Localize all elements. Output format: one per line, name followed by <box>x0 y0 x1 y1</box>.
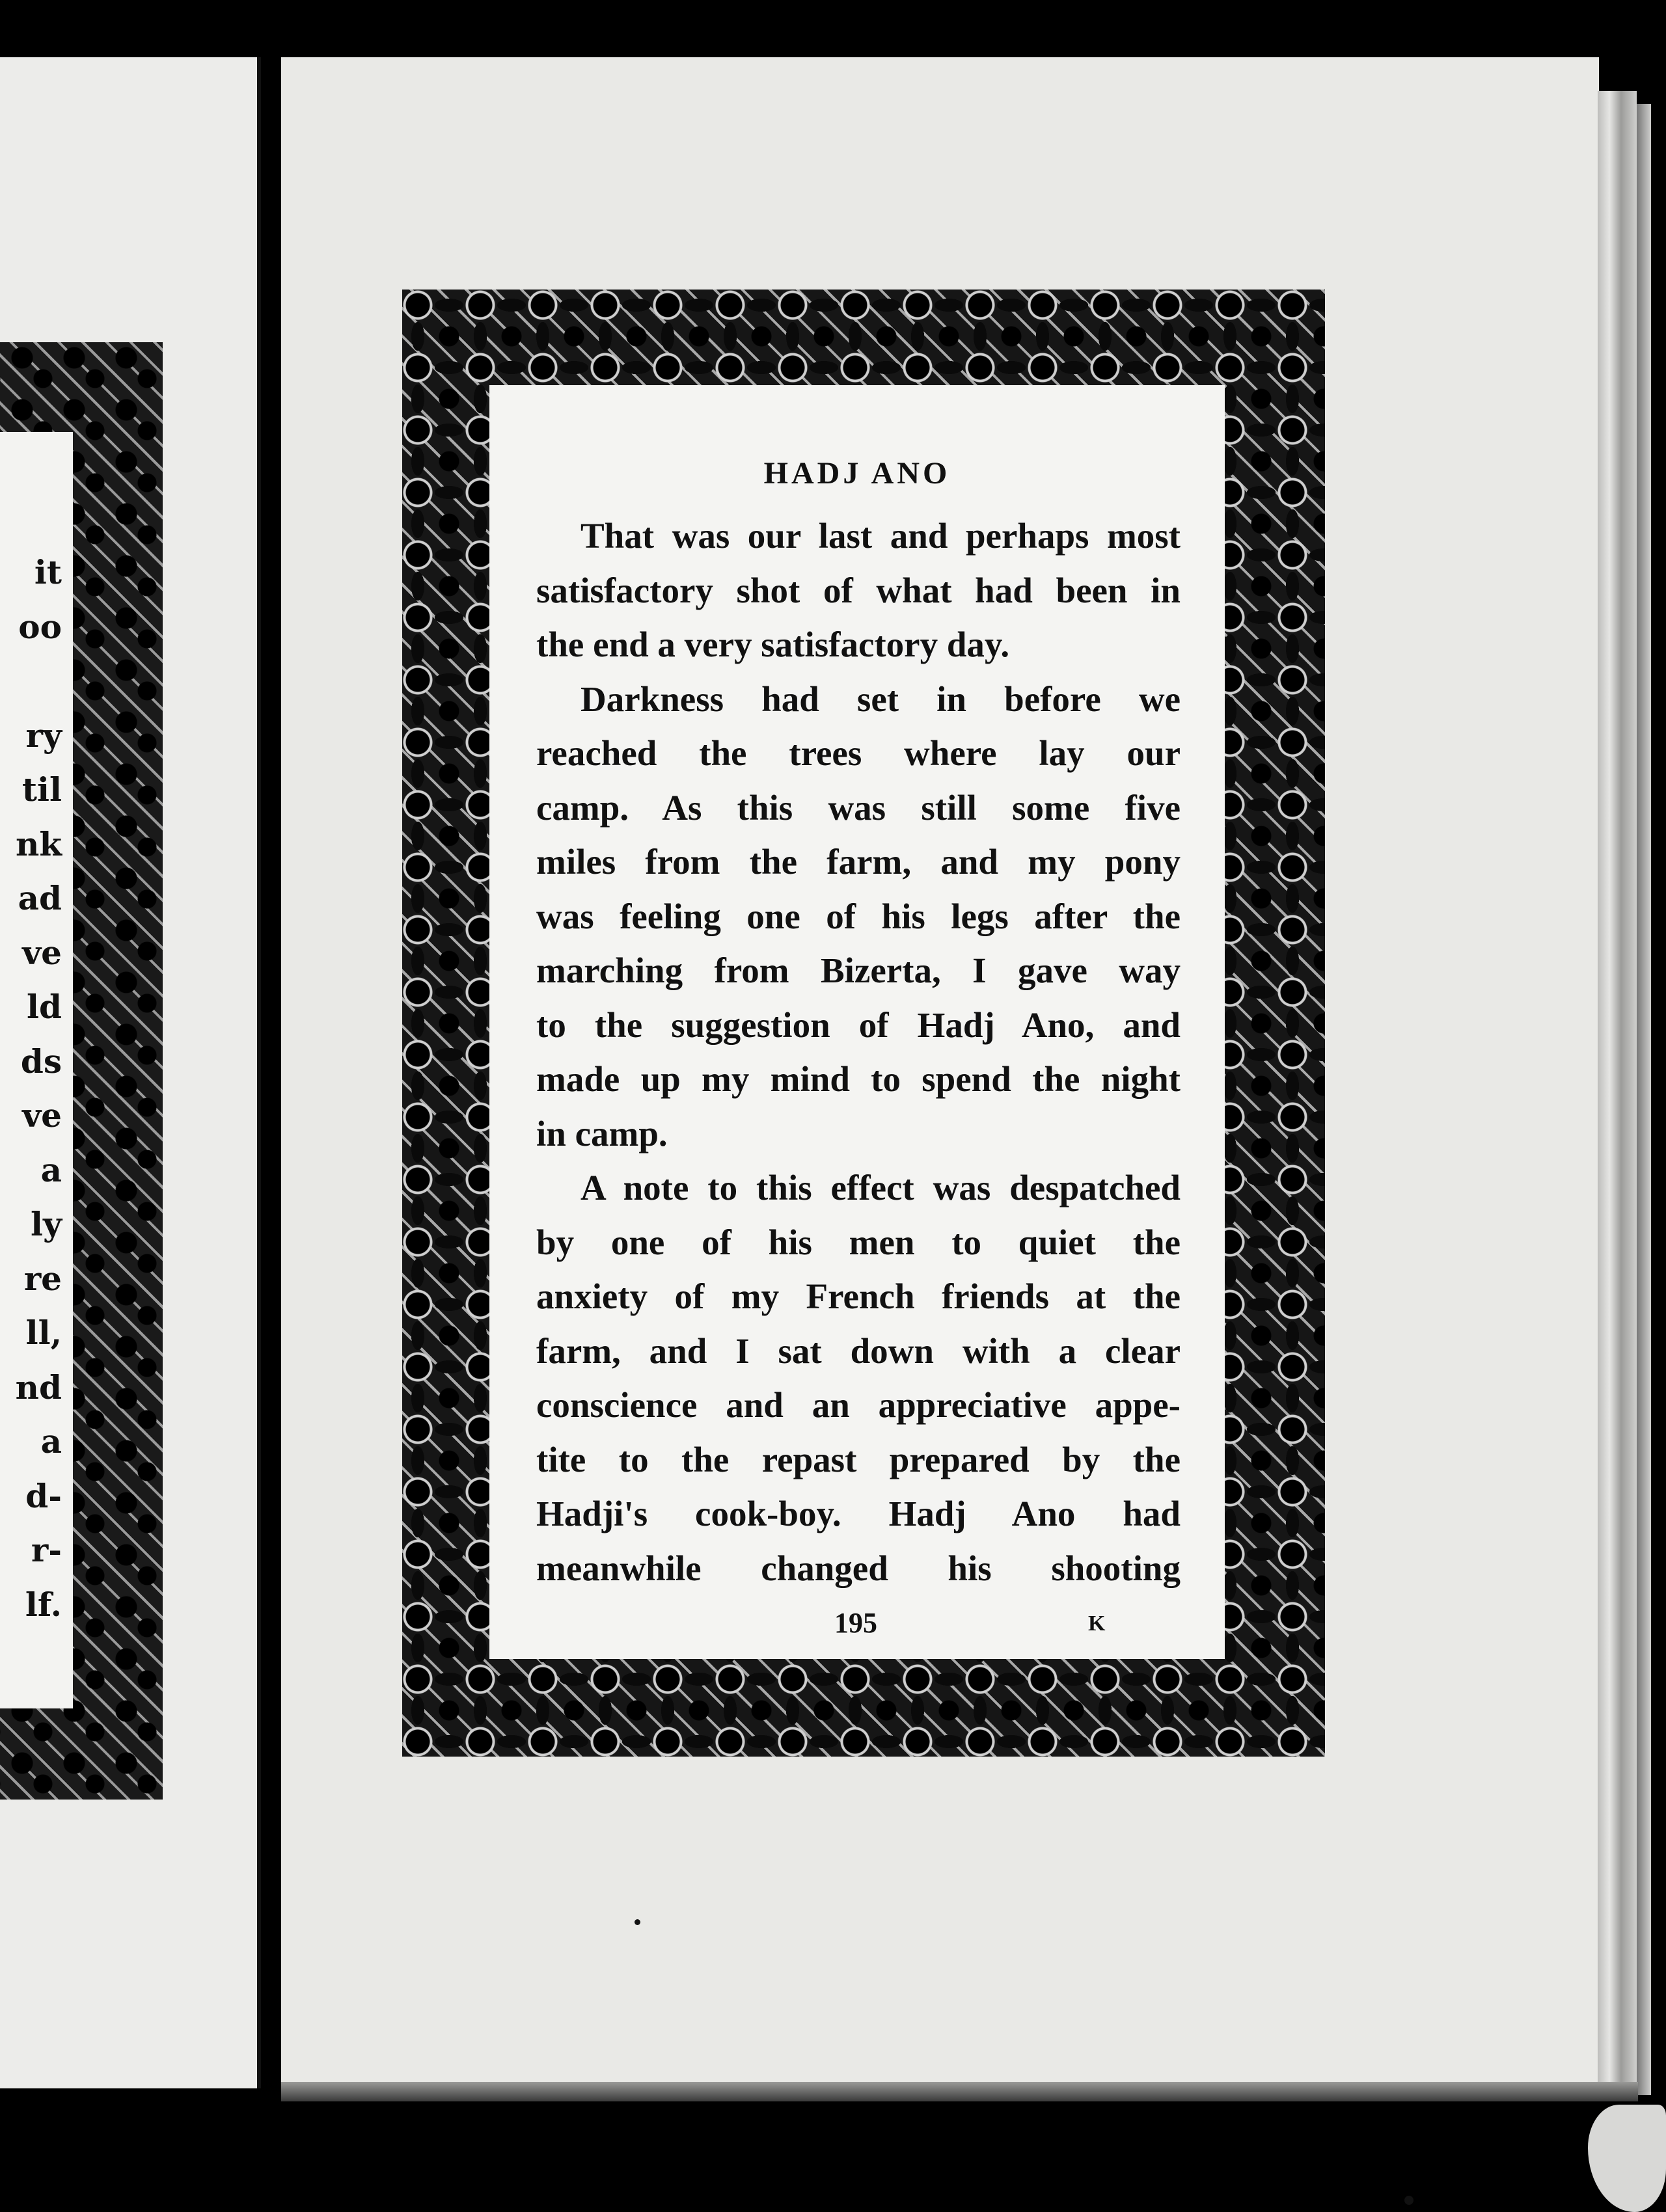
text-line: tite to the repast prepared by the <box>536 1439 1181 1479</box>
text-line: in camp. <box>536 1113 668 1153</box>
text-line: camp. As this was still some five <box>536 787 1181 828</box>
text-line: farm, and I sat down with a clear <box>536 1330 1181 1371</box>
text-line: Darkness had set in before we <box>580 679 1181 719</box>
page-edge <box>1598 91 1637 2101</box>
text-line: the end a very satisfactory day. <box>536 625 1010 664</box>
fragment-line: oo <box>18 607 62 646</box>
fragment-line: ll, <box>25 1314 62 1352</box>
text-line: by one of his men to quiet the <box>536 1222 1181 1262</box>
fragment-line: it <box>34 553 62 591</box>
text-line: conscience and an appreciative appe- <box>536 1385 1181 1425</box>
fragment-line: til <box>21 770 62 809</box>
text-line: marching from Bizerta, I gave way <box>536 951 1181 990</box>
paragraph <box>536 672 1181 1161</box>
paper-tear <box>1588 2105 1666 2212</box>
fragment-line: nd <box>15 1368 62 1407</box>
body-text <box>536 509 1181 1595</box>
fragment-line: re <box>23 1259 62 1298</box>
page-bottom-shadow <box>281 2082 1638 2101</box>
page-edge-shadow <box>1637 104 1651 2095</box>
fragment-line <box>0 654 62 708</box>
page-title: HADJ ANO <box>763 456 951 491</box>
text-line: anxiety of my French friends at the <box>536 1276 1181 1316</box>
fragment-line: lf. <box>25 1585 62 1624</box>
text-line: Hadji's cook-boy. Hadj Ano had <box>536 1494 1181 1533</box>
fragment-line: ve <box>22 933 62 972</box>
fragment-line: d- <box>25 1476 62 1515</box>
dust-speck <box>635 1919 640 1925</box>
fragment-line: ry <box>25 716 62 755</box>
text-line: A note to this effect was despatched <box>580 1168 1181 1207</box>
text-line: miles from the farm, and my pony <box>536 842 1181 882</box>
fragment-line: a <box>40 1422 62 1461</box>
signature-mark: K <box>1088 1612 1106 1636</box>
fragment-line: r- <box>31 1531 62 1569</box>
page-number: 195 <box>834 1607 877 1639</box>
fragment-line: ly <box>30 1205 62 1243</box>
fragment-line: a <box>40 1150 62 1189</box>
text-line: satisfactory shot of what had been in <box>536 570 1181 610</box>
fragment-line: ld <box>27 988 62 1026</box>
text-line: was feeling one of his legs after the <box>536 896 1181 936</box>
text-line: That was our last and perhaps most <box>580 516 1181 556</box>
text-line: to the suggestion of Hadj Ano, and <box>536 1005 1181 1045</box>
fragment-line: nk <box>16 824 62 863</box>
facing-page-left <box>0 57 261 2088</box>
text-panel <box>489 385 1225 1659</box>
fragment-line: ve <box>22 1096 62 1135</box>
text-line: meanwhile changed his shooting <box>536 1548 1181 1588</box>
text-line: made up my mind to spend the night <box>536 1059 1181 1099</box>
dust-speck <box>1404 2196 1413 2205</box>
paragraph <box>536 1161 1181 1595</box>
fragment-line: ad <box>18 879 62 917</box>
paragraph <box>536 509 1181 672</box>
fragment-line: ds <box>20 1042 62 1081</box>
facing-page-text-fragments <box>0 545 62 1632</box>
text-line: reached the trees where lay our <box>536 733 1181 773</box>
